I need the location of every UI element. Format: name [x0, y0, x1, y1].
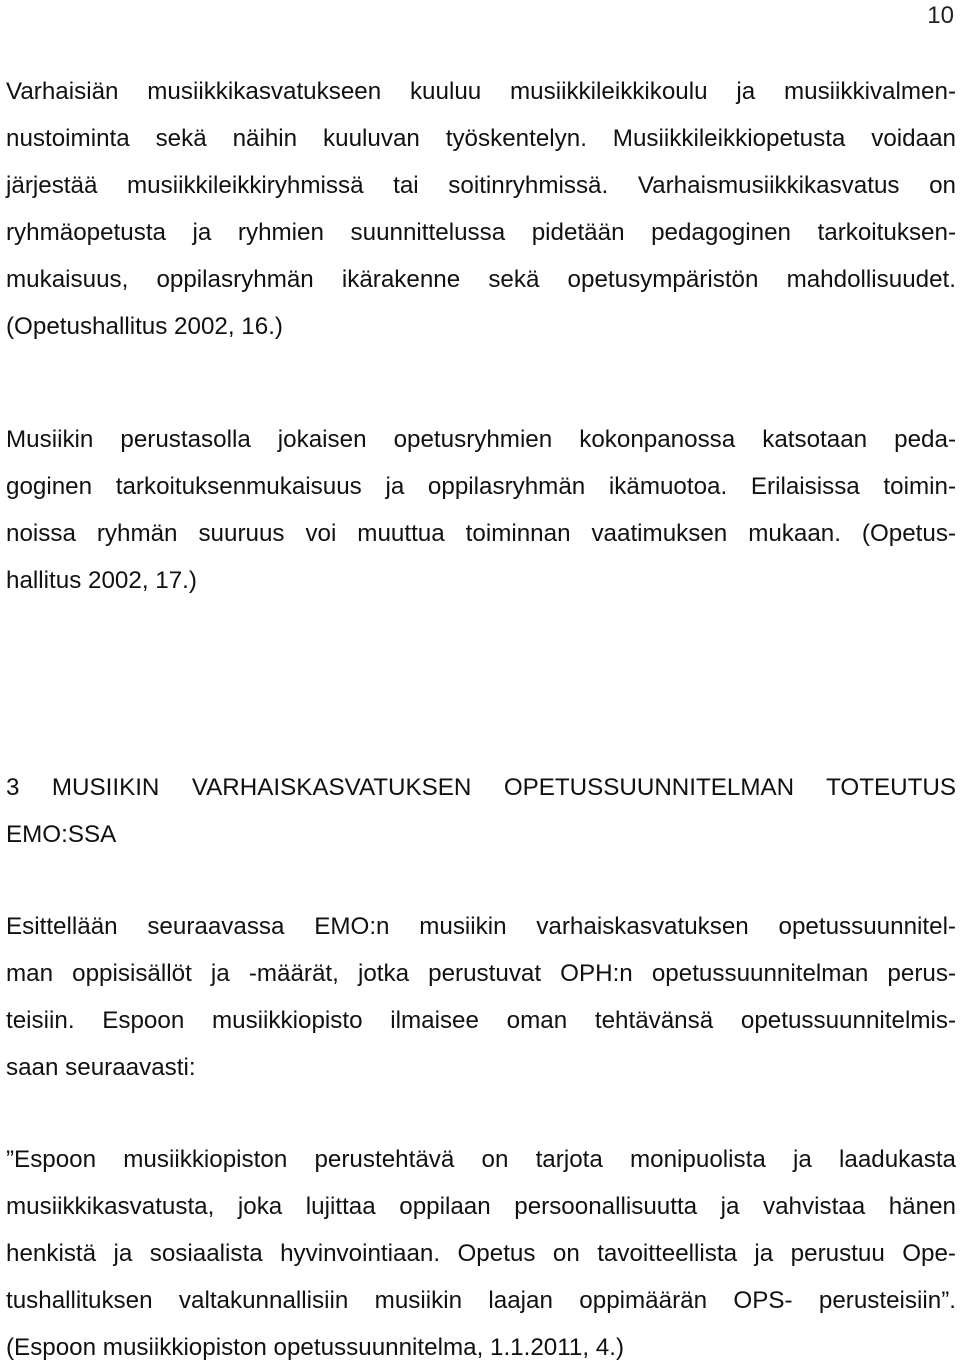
text-line: ryhmäopetusta ja ryhmien suunnittelussa pidetään pedagoginen tarkoituksen- [6, 219, 956, 246]
text-line: henkistä ja sosiaalista hyvinvointiaan. Opetus on tavoitteellista ja perustuu Ope- [6, 1240, 956, 1267]
text-line: man oppisisällöt ja -määrät, jotka perustuvat OPH:n opetussuunnitelman perus- [6, 960, 956, 987]
heading-line: EMO:SSA [6, 821, 117, 848]
text-line: mukaisuus, oppilasryhmän ikärakenne sekä opetusympäristön mahdollisuudet. [6, 266, 956, 293]
text-line: musiikkikasvatusta, joka lujittaa oppilaan persoonallisuutta ja vahvistaa hänen [6, 1193, 956, 1220]
text-line: Varhaisiän musiikkikasvatukseen kuuluu musiikkileikkikoulu ja musiikkivalmen- [6, 78, 956, 105]
text-line: nustoiminta sekä näihin kuuluvan työskentelyn. Musiikkileikkiopetusta voidaan [6, 125, 956, 152]
text-line: saan seuraavasti: [6, 1054, 196, 1081]
text-line: goginen tarkoituksenmukaisuus ja oppilasryhmän ikämuotoa. Erilaisissa toimin- [6, 473, 956, 500]
text-line: tushallituksen valtakunnallisiin musiikin laajan oppimäärän OPS- perusteisiin”. [6, 1287, 956, 1314]
text-line: (Espoon musiikkiopiston opetussuunnitelma, 1.1.2011, 4.) [6, 1334, 625, 1361]
text-line: Esittellään seuraavassa EMO:n musiikin varhaiskasvatuksen opetussuunnitel- [6, 913, 956, 940]
text-line: järjestää musiikkileikkiryhmissä tai soitinryhmissä. Varhaismusiikkikasvatus on [6, 172, 956, 199]
text-line: hallitus 2002, 17.) [6, 567, 197, 594]
text-line: teisiin. Espoon musiikkiopisto ilmaisee oman tehtävänsä opetussuunnitelmis- [6, 1007, 956, 1034]
text-line: Musiikin perustasolla jokaisen opetusryhmien kokonpanossa katsotaan peda- [6, 426, 956, 453]
text-line: ”Espoon musiikkiopiston perustehtävä on tarjota monipuolista ja laadukasta [6, 1146, 956, 1173]
heading-line: 3 MUSIIKIN VARHAISKASVATUKSEN OPETUSSUUNNITELMAN TOTEUTUS [6, 774, 956, 801]
text-line: noissa ryhmän suuruus voi muuttua toiminnan vaatimuksen mukaan. (Opetus- [6, 520, 956, 547]
text-line: (Opetushallitus 2002, 16.) [6, 313, 283, 340]
page-number: 10 [927, 2, 954, 29]
